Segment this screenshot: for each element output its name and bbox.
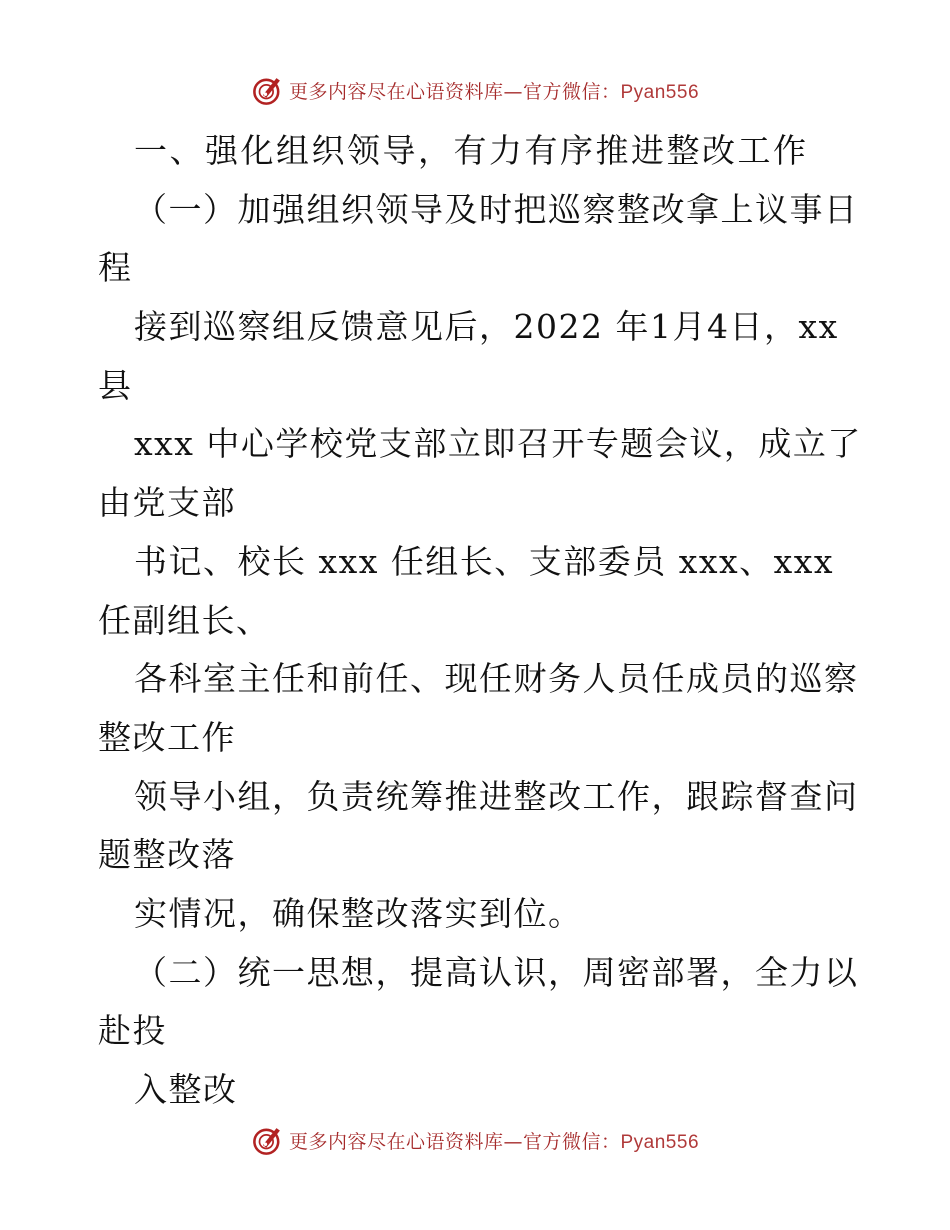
subheading: （二）统一思想，提高认识，周密部署，全力以 bbox=[134, 952, 859, 992]
text-line: xxx 中心学校党支部立即召开专题会议，成立了 bbox=[134, 424, 862, 464]
text-line: 各科室主任和前任、现任财务人员任成员的巡察 bbox=[134, 659, 859, 699]
text-line: 接到巡察组反馈意见后，2022 年1月4日，xx bbox=[134, 307, 839, 347]
text-line: 任副组长、 bbox=[98, 600, 271, 640]
text-line: 题整改落 bbox=[98, 835, 236, 875]
section-heading: 一、强化组织领导，有力有序推进整改工作 bbox=[134, 131, 809, 170]
text-line: 由党支部 bbox=[98, 483, 236, 523]
watermark-code: Pyan556 bbox=[620, 1131, 700, 1153]
text-line: 赴投 bbox=[98, 1011, 167, 1051]
document-body bbox=[98, 122, 862, 1120]
subheading: （一）加强组织领导及时把巡察整改拿上议事日 bbox=[134, 189, 859, 229]
text-line: 县 bbox=[98, 365, 133, 405]
header-watermark bbox=[0, 72, 950, 108]
text-line: 领导小组，负责统筹推进整改工作，跟踪督查问 bbox=[134, 776, 859, 816]
watermark-text: 更多内容尽在心语资料库—官方微信： bbox=[288, 1130, 621, 1153]
text-line: 程 bbox=[98, 248, 133, 288]
pen-logo-icon bbox=[251, 73, 285, 107]
pen-logo-icon bbox=[251, 1123, 285, 1157]
watermark-text: 更多内容尽在心语资料库—官方微信： bbox=[288, 80, 621, 103]
text-line: 实情况，确保整改落实到位。 bbox=[134, 893, 583, 933]
text-line: 整改工作 bbox=[98, 717, 236, 757]
footer-watermark bbox=[0, 1122, 950, 1158]
watermark-code: Pyan556 bbox=[620, 81, 700, 103]
text-line: 入整改 bbox=[134, 1070, 238, 1109]
text-line: 书记、校长 xxx 任组长、支部委员 xxx、xxx bbox=[134, 541, 834, 581]
